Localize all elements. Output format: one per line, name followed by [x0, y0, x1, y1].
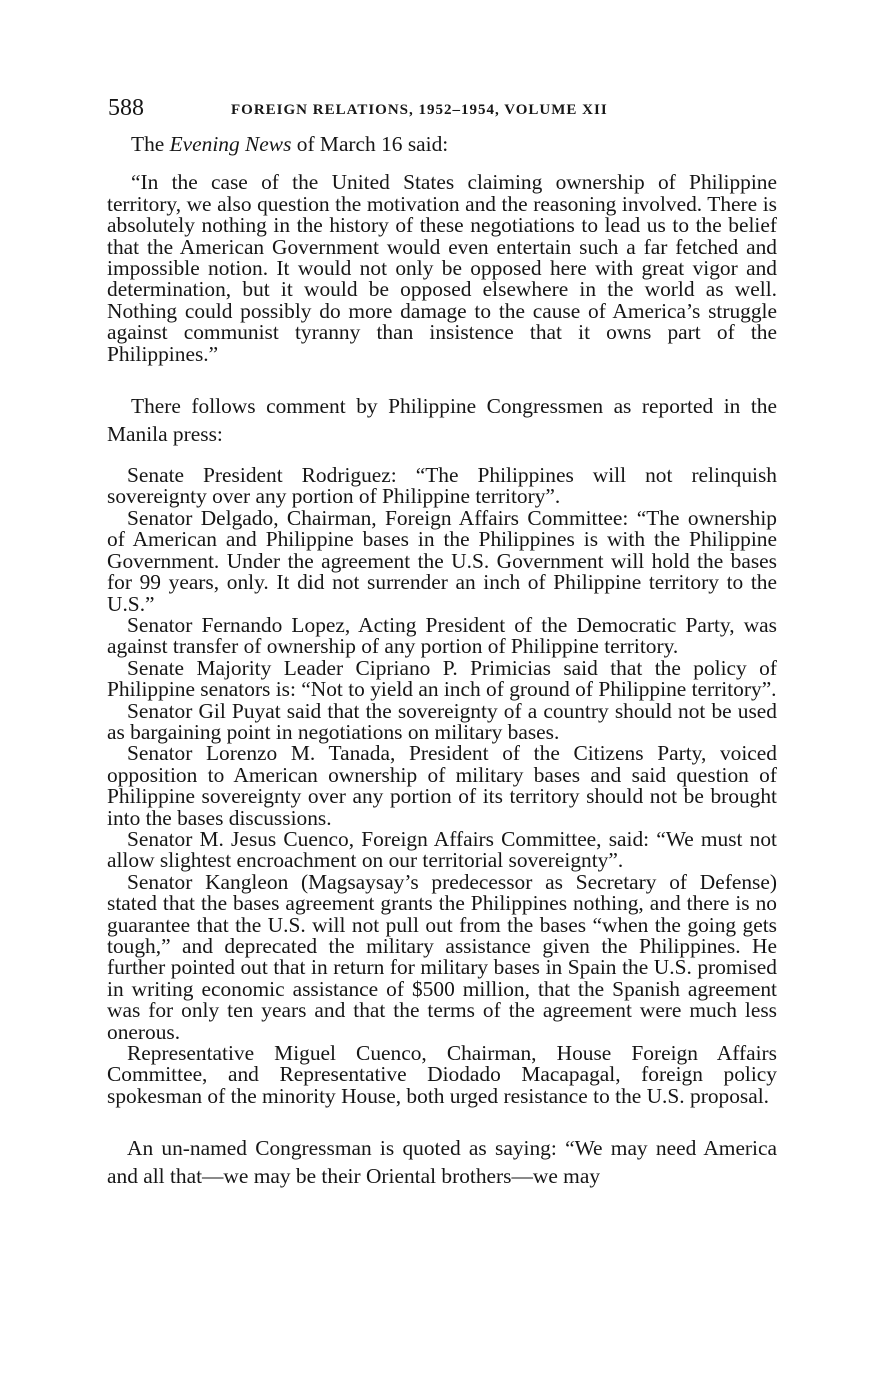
closing-paragraph: An un-named Congressman is quoted as saying: “We may need America and all that—we may be their Oriental brothers—we may: [107, 1136, 777, 1189]
statement-puyat: Senator Gil Puyat said that the sovereignty of a country should not be used as bargaining point in negotiations on military bases.: [107, 698, 777, 744]
intro-after: of March 16 said:: [291, 132, 449, 156]
page-number: 588: [108, 95, 144, 121]
statement-primicias: Senate Majority Leader Cipriano P. Primicias said that the policy of Philippine senators is: “Not to yield an inch of ground of Philippine territory”.: [107, 655, 777, 702]
statement-lopez: Senator Fernando Lopez, Acting President of the Democratic Party, was against transfer of ownership of any portion of Philippine territory.: [107, 612, 777, 659]
statement-delgado: Senator Delgado, Chairman, Foreign Affairs Committee: “The ownership of American and Philippine bases in the Philippines is with the Philippine Government. Under the agreement the U.S. Government will hold the bases for 99 years, only. It did not surrender an inch of Philippine territory to the U.S.”: [107, 505, 777, 616]
intro-before: The: [131, 132, 170, 156]
running-head: FOREIGN RELATIONS, 1952–1954, VOLUME XII: [231, 102, 608, 118]
newspaper-name: Evening News: [169, 132, 292, 156]
body-text: [107, 134, 777, 1190]
statement-kangleon: Senator Kangleon (Magsaysay’s predecessor as Secretary of Defense) stated that the bases agreement grants the Philippines nothing, and there is no guarantee that the U.S. will not pull out from the bases “when the going gets tough,” and deprecated the military assistance given the Philippines. He further pointed out that in return for military bases in Spain the U.S. promised in writing economic assistance of $500 million, that the Spanish agreement was for only ten years and that the terms of the agreement were much less onerous.: [107, 869, 777, 1044]
follow-paragraph: There follows comment by Philippine Congressmen as reported in the Manila press:: [107, 394, 777, 447]
page-header: [108, 91, 778, 125]
statement-jesus-cuenco: Senator M. Jesus Cuenco, Foreign Affairs Committee, said: “We must not allow slightest encroachment on our territorial sovereignty”.: [107, 826, 777, 873]
statement-representatives: Representative Miguel Cuenco, Chairman, House Foreign Affairs Committee, and Representative Diodado Macapagal, foreign policy spokesman of the minority House, both urged resistance to the U.S. proposal.: [107, 1041, 777, 1108]
statement-tanada: Senator Lorenzo M. Tanada, President of the Citizens Party, voiced opposition to American ownership of military bases and said question of Philippine sovereignty over any portion of its territory should not be brought into the bases discussions.: [107, 741, 777, 830]
statement-rodriguez: Senate President Rodriguez: “The Philippines will not relinquish sovereignty over any portion of Philippine territory”.: [107, 463, 777, 509]
evening-news-quote: “In the case of the United States claiming ownership of Philippine territory, we also question the motivation and the reasoning involved. There is absolutely nothing in the history of these negotiations to lead us to the belief that the American Government would even entertain such a far fetched and impossible notion. It would not only be opposed here with great vigor and determination, but it would be opposed elsewhere in the world as well. Nothing could possibly do more damage to the cause of America’s struggle against communist tyranny than insistence that it owns part of the Philippines.”: [107, 170, 777, 366]
intro-paragraph: [107, 134, 777, 155]
